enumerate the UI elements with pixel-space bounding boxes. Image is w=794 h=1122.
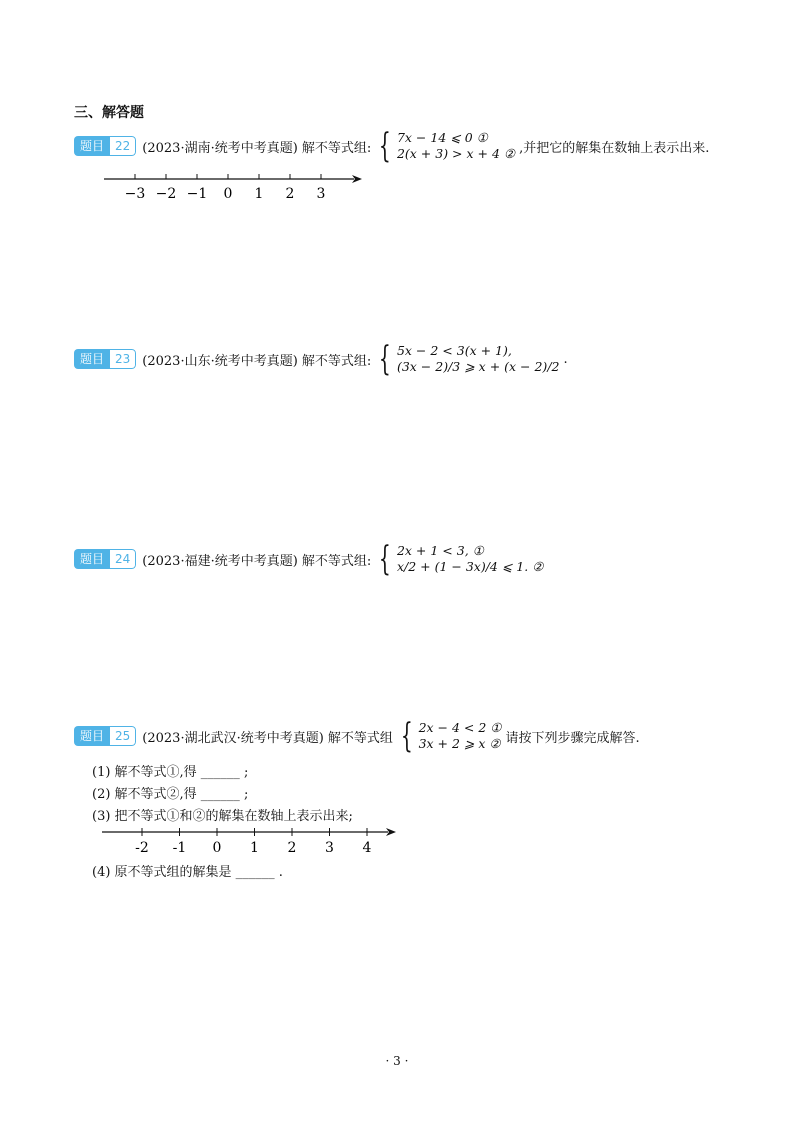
step-1: (1) 解不等式①,得 ______ ; <box>92 765 249 780</box>
tick-label: 0 <box>223 186 233 202</box>
tick-label: 4 <box>362 840 372 856</box>
inequality-system <box>397 130 515 162</box>
tick-label: 1 <box>254 186 264 202</box>
inequality-line: (3x − 2)/3 ⩾ x + (x − 2)/2 <box>396 359 560 374</box>
inequality-line: 2x + 1 < 3, ① <box>396 543 484 558</box>
step-2: (2) 解不等式②,得 ______ ; <box>92 787 249 802</box>
inequality-line: 5x − 2 < 3(x + 1), <box>396 343 512 358</box>
tick-label: −3 <box>124 186 146 202</box>
step-3: (3) 把不等式①和②的解集在数轴上表示出来; <box>92 809 353 824</box>
tick-label: 3 <box>325 840 334 856</box>
brace-icon: { <box>379 339 392 379</box>
question-instruction: 请按下列步骤完成解答. <box>505 730 640 746</box>
tick-label: 2 <box>285 186 295 202</box>
badge-label: 题目 <box>74 726 110 746</box>
tick-label: -1 <box>172 840 187 856</box>
section-title: 三、解答题 <box>74 105 144 121</box>
step-4: (4) 原不等式组的解集是 ______ . <box>92 865 283 880</box>
brace-icon: { <box>379 539 392 579</box>
badge-number: 25 <box>110 726 136 746</box>
brace-icon: { <box>400 716 413 756</box>
tick-label: 1 <box>250 840 259 856</box>
inequality-line: 7x − 14 ⩽ 0 ① <box>396 130 488 145</box>
question-source: (2023·湖北武汉·统考中考真题) 解不等式组 <box>142 730 393 746</box>
badge-number: 23 <box>110 349 136 369</box>
badge-label: 题目 <box>74 549 110 569</box>
number-line-25 <box>102 822 402 854</box>
tick-label: 0 <box>212 840 222 856</box>
question-badge <box>74 136 136 156</box>
page-number: · 3 · <box>385 1054 409 1068</box>
question-24 <box>74 539 547 579</box>
question-badge <box>74 549 136 569</box>
question-instruction: . <box>563 351 568 367</box>
question-badge <box>74 349 136 369</box>
question-source: (2023·福建·统考中考真题) 解不等式组: <box>142 553 372 569</box>
question-badge <box>74 726 136 746</box>
number-line-22 <box>104 166 364 206</box>
tick-label: 2 <box>287 840 297 856</box>
brace-icon: { <box>379 126 392 166</box>
inequality-line: 2(x + 3) > x + 4 ② <box>396 146 516 161</box>
question-instruction: ,并把它的解集在数轴上表示出来. <box>519 140 710 156</box>
inequality-line: x/2 + (1 − 3x)/4 ⩽ 1. ② <box>396 559 544 574</box>
badge-number: 24 <box>110 549 136 569</box>
badge-label: 题目 <box>74 349 110 369</box>
badge-number: 22 <box>110 136 136 156</box>
tick-label: −2 <box>155 186 177 202</box>
question-22 <box>74 126 710 166</box>
inequality-system <box>397 543 543 575</box>
tick-label: −1 <box>186 186 208 202</box>
question-source: (2023·山东·统考中考真题) 解不等式组: <box>142 353 372 369</box>
tick-label: -2 <box>135 840 149 856</box>
inequality-line: 2x − 4 < 2 ① <box>418 720 502 735</box>
inequality-system <box>397 343 560 375</box>
inequality-system <box>419 720 502 752</box>
question-25 <box>74 716 640 756</box>
question-source: (2023·湖南·统考中考真题) 解不等式组: <box>142 140 372 156</box>
question-23 <box>74 339 568 379</box>
inequality-line: 3x + 2 ⩾ x ② <box>418 736 501 751</box>
badge-label: 题目 <box>74 136 110 156</box>
tick-label: 3 <box>316 186 326 202</box>
